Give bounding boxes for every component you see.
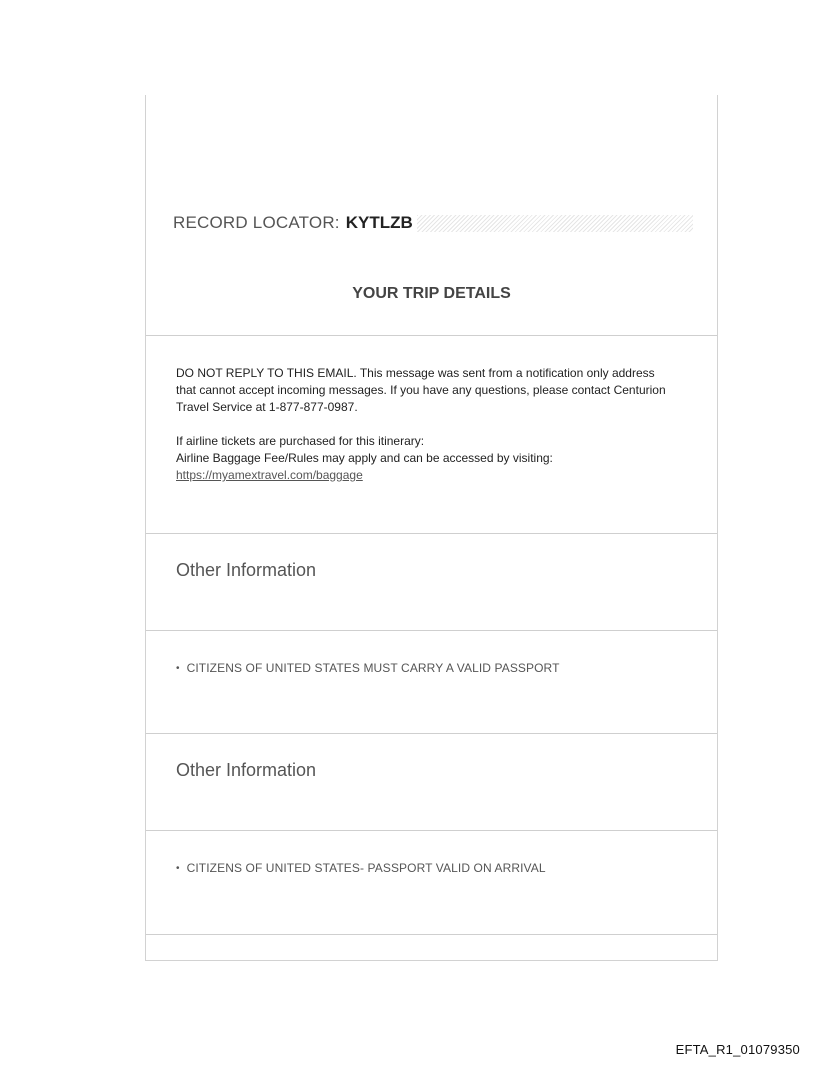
divider [146,934,717,935]
info-list-item-text: CITIZENS OF UNITED STATES- PASSPORT VALID ON ARRIVAL [186,861,546,875]
tickets-line: If airline tickets are purchased for this itinerary: [176,434,425,448]
divider [146,630,717,631]
no-reply-line: Travel Service at 1-877-877-0987. [176,400,358,414]
document-id: EFTA_R1_01079350 [675,1042,800,1057]
info-list-item-text: CITIZENS OF UNITED STATES MUST CARRY A VALID PASSPORT [186,661,560,675]
baggage-line: Airline Baggage Fee/Rules may apply and can be accessed by visiting: [176,451,553,465]
no-reply-line: that cannot accept incoming messages. If you have any questions, please contact Centurion [176,383,666,397]
bullet-icon: • [176,863,180,874]
other-information-heading: Other Information [176,760,317,780]
record-locator [173,211,693,235]
divider [146,733,717,734]
bullet-icon: • [176,663,180,674]
trip-details-title: YOUR TRIP DETAILS [352,285,511,302]
record-locator-label: RECORD LOCATOR: [173,213,340,232]
redaction-hatch [417,215,693,232]
divider [146,830,717,831]
record-locator-value: KYTLZB [345,213,413,232]
info-list-item [176,661,560,675]
notice-block [176,365,691,501]
info-list-item [176,861,546,875]
divider [146,533,717,534]
other-information-heading: Other Information [176,560,317,580]
no-reply-paragraph [176,365,691,416]
baggage-paragraph [176,433,691,484]
email-frame [145,95,718,961]
baggage-link[interactable]: https://myamextravel.com/baggage [176,468,363,482]
no-reply-line: DO NOT REPLY TO THIS EMAIL. This message was sent from a notification only address [176,366,655,380]
divider [146,335,717,336]
